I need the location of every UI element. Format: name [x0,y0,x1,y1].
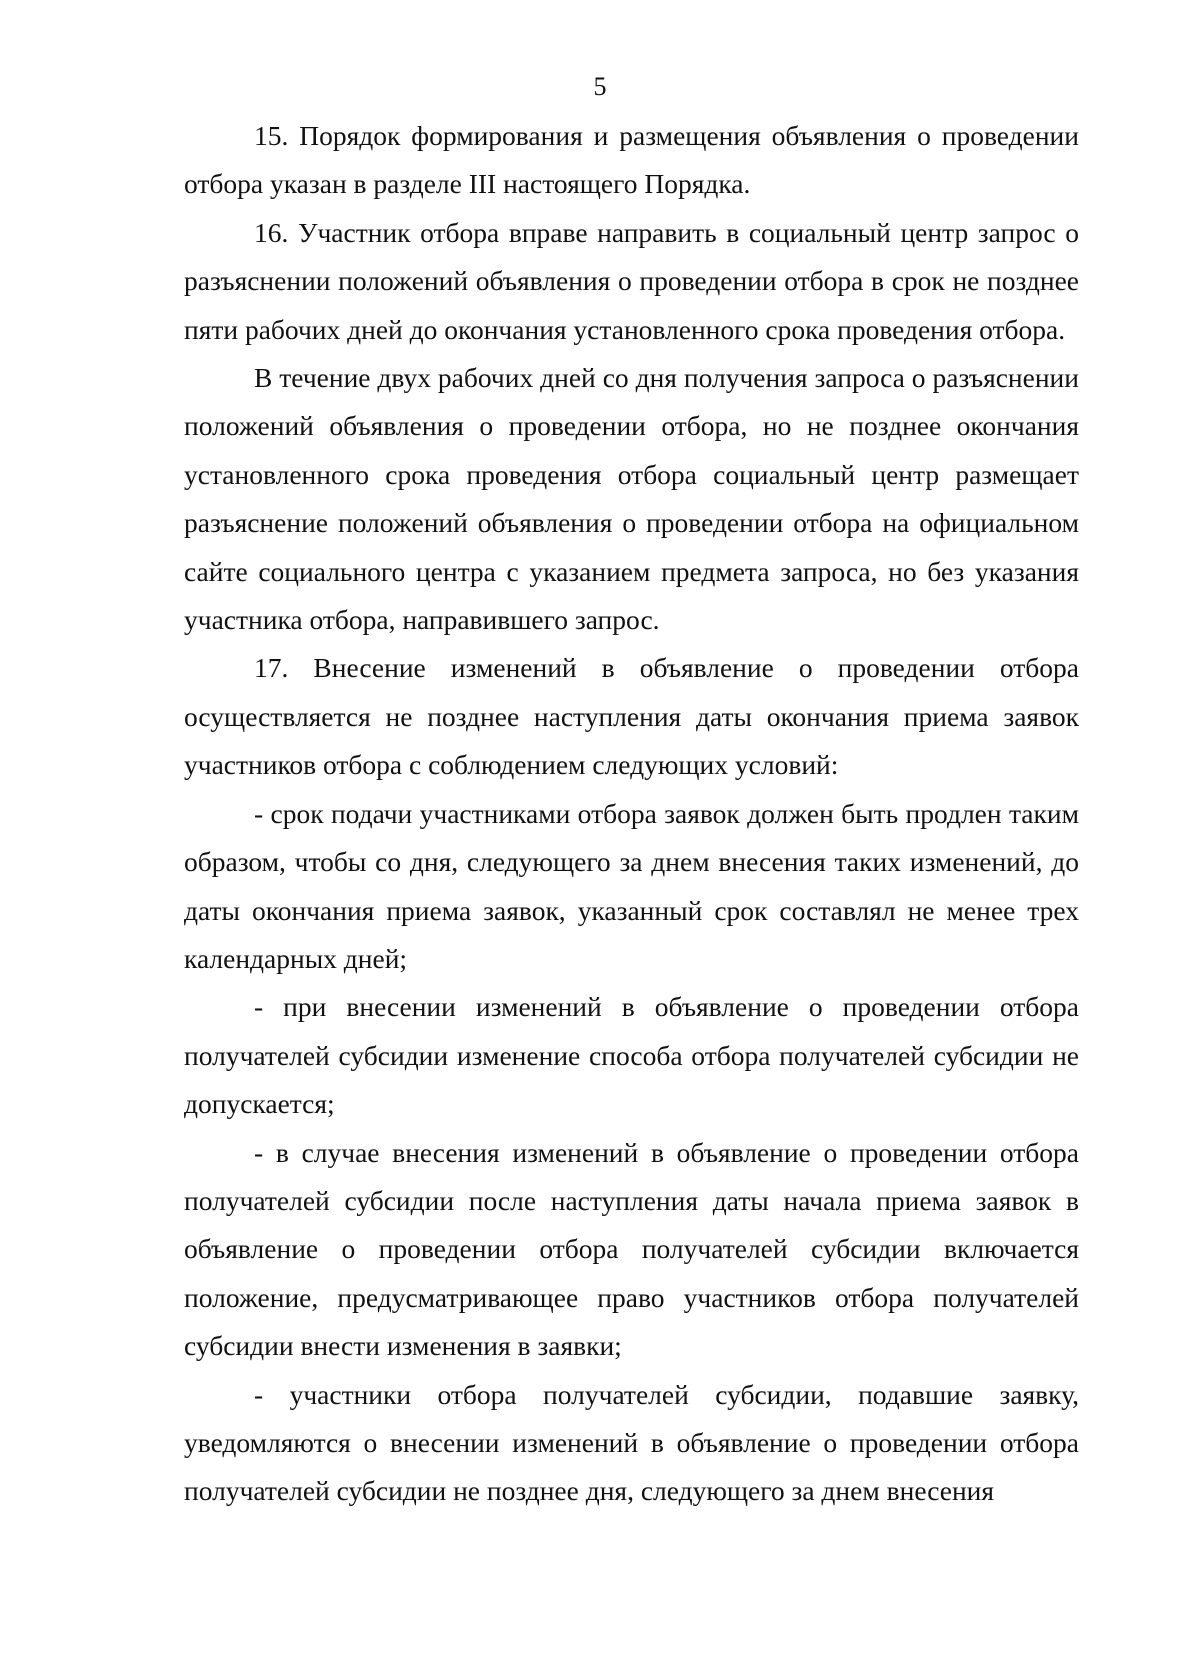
condition-method-unchanged: - при внесении изменений в объявление о проведении отбора получателей субсидии изменение способа отбора получателей субсидии не допускается; [184,991,1079,1120]
page-number: 5 [593,72,607,101]
condition-notification: - участники отбора получателей субсидии, подавшие заявку, уведомляются о внесении изменений в объявление о проведении отбора получателей субсидии не позднее дня, следующего за днем внесения [184,1378,1079,1507]
paragraph-15: 15. Порядок формирования и размещения объявления о проведении отбора указан в разделе III настоящего Порядка. [184,120,1079,200]
paragraph-16: 16. Участник отбора вправе направить в социальный центр запрос о разъяснении положений объявления о проведении отбора в срок не позднее пяти рабочих дней до окончания установленного срока проведения отбора. [184,216,1079,345]
paragraph-16-clarification: В течение двух рабочих дней со дня получения запроса о разъяснении положений объявления о проведении отбора, но не позднее окончания установленного срока проведения отбора социальный центр размещает разъяснение положений объявления о проведении отбора на официальном сайте социального центра с указанием предмета запроса, но без указания участника отбора, направившего запрос. [184,362,1079,636]
document-body [184,112,1079,1516]
paragraph-17: 17. Внесение изменений в объявление о проведении отбора осуществляется не позднее наступления даты окончания приема заявок участников отбора с соблюдением следующих условий: [184,652,1079,781]
condition-amend-applications: - в случае внесения изменений в объявление о проведении отбора получателей субсидии после наступления даты начала приема заявок в объявление о проведении отбора получателей субсидии включается положение, предусматривающее право участников отбора получателей субсидии внести изменения в заявки; [184,1136,1079,1362]
condition-deadline-extension: - срок подачи участниками отбора заявок должен быть продлен таким образом, чтобы со дня, следующего за днем внесения таких изменений, до даты окончания приема заявок, указанный срок составлял не менее трех календарных дней; [184,797,1079,974]
